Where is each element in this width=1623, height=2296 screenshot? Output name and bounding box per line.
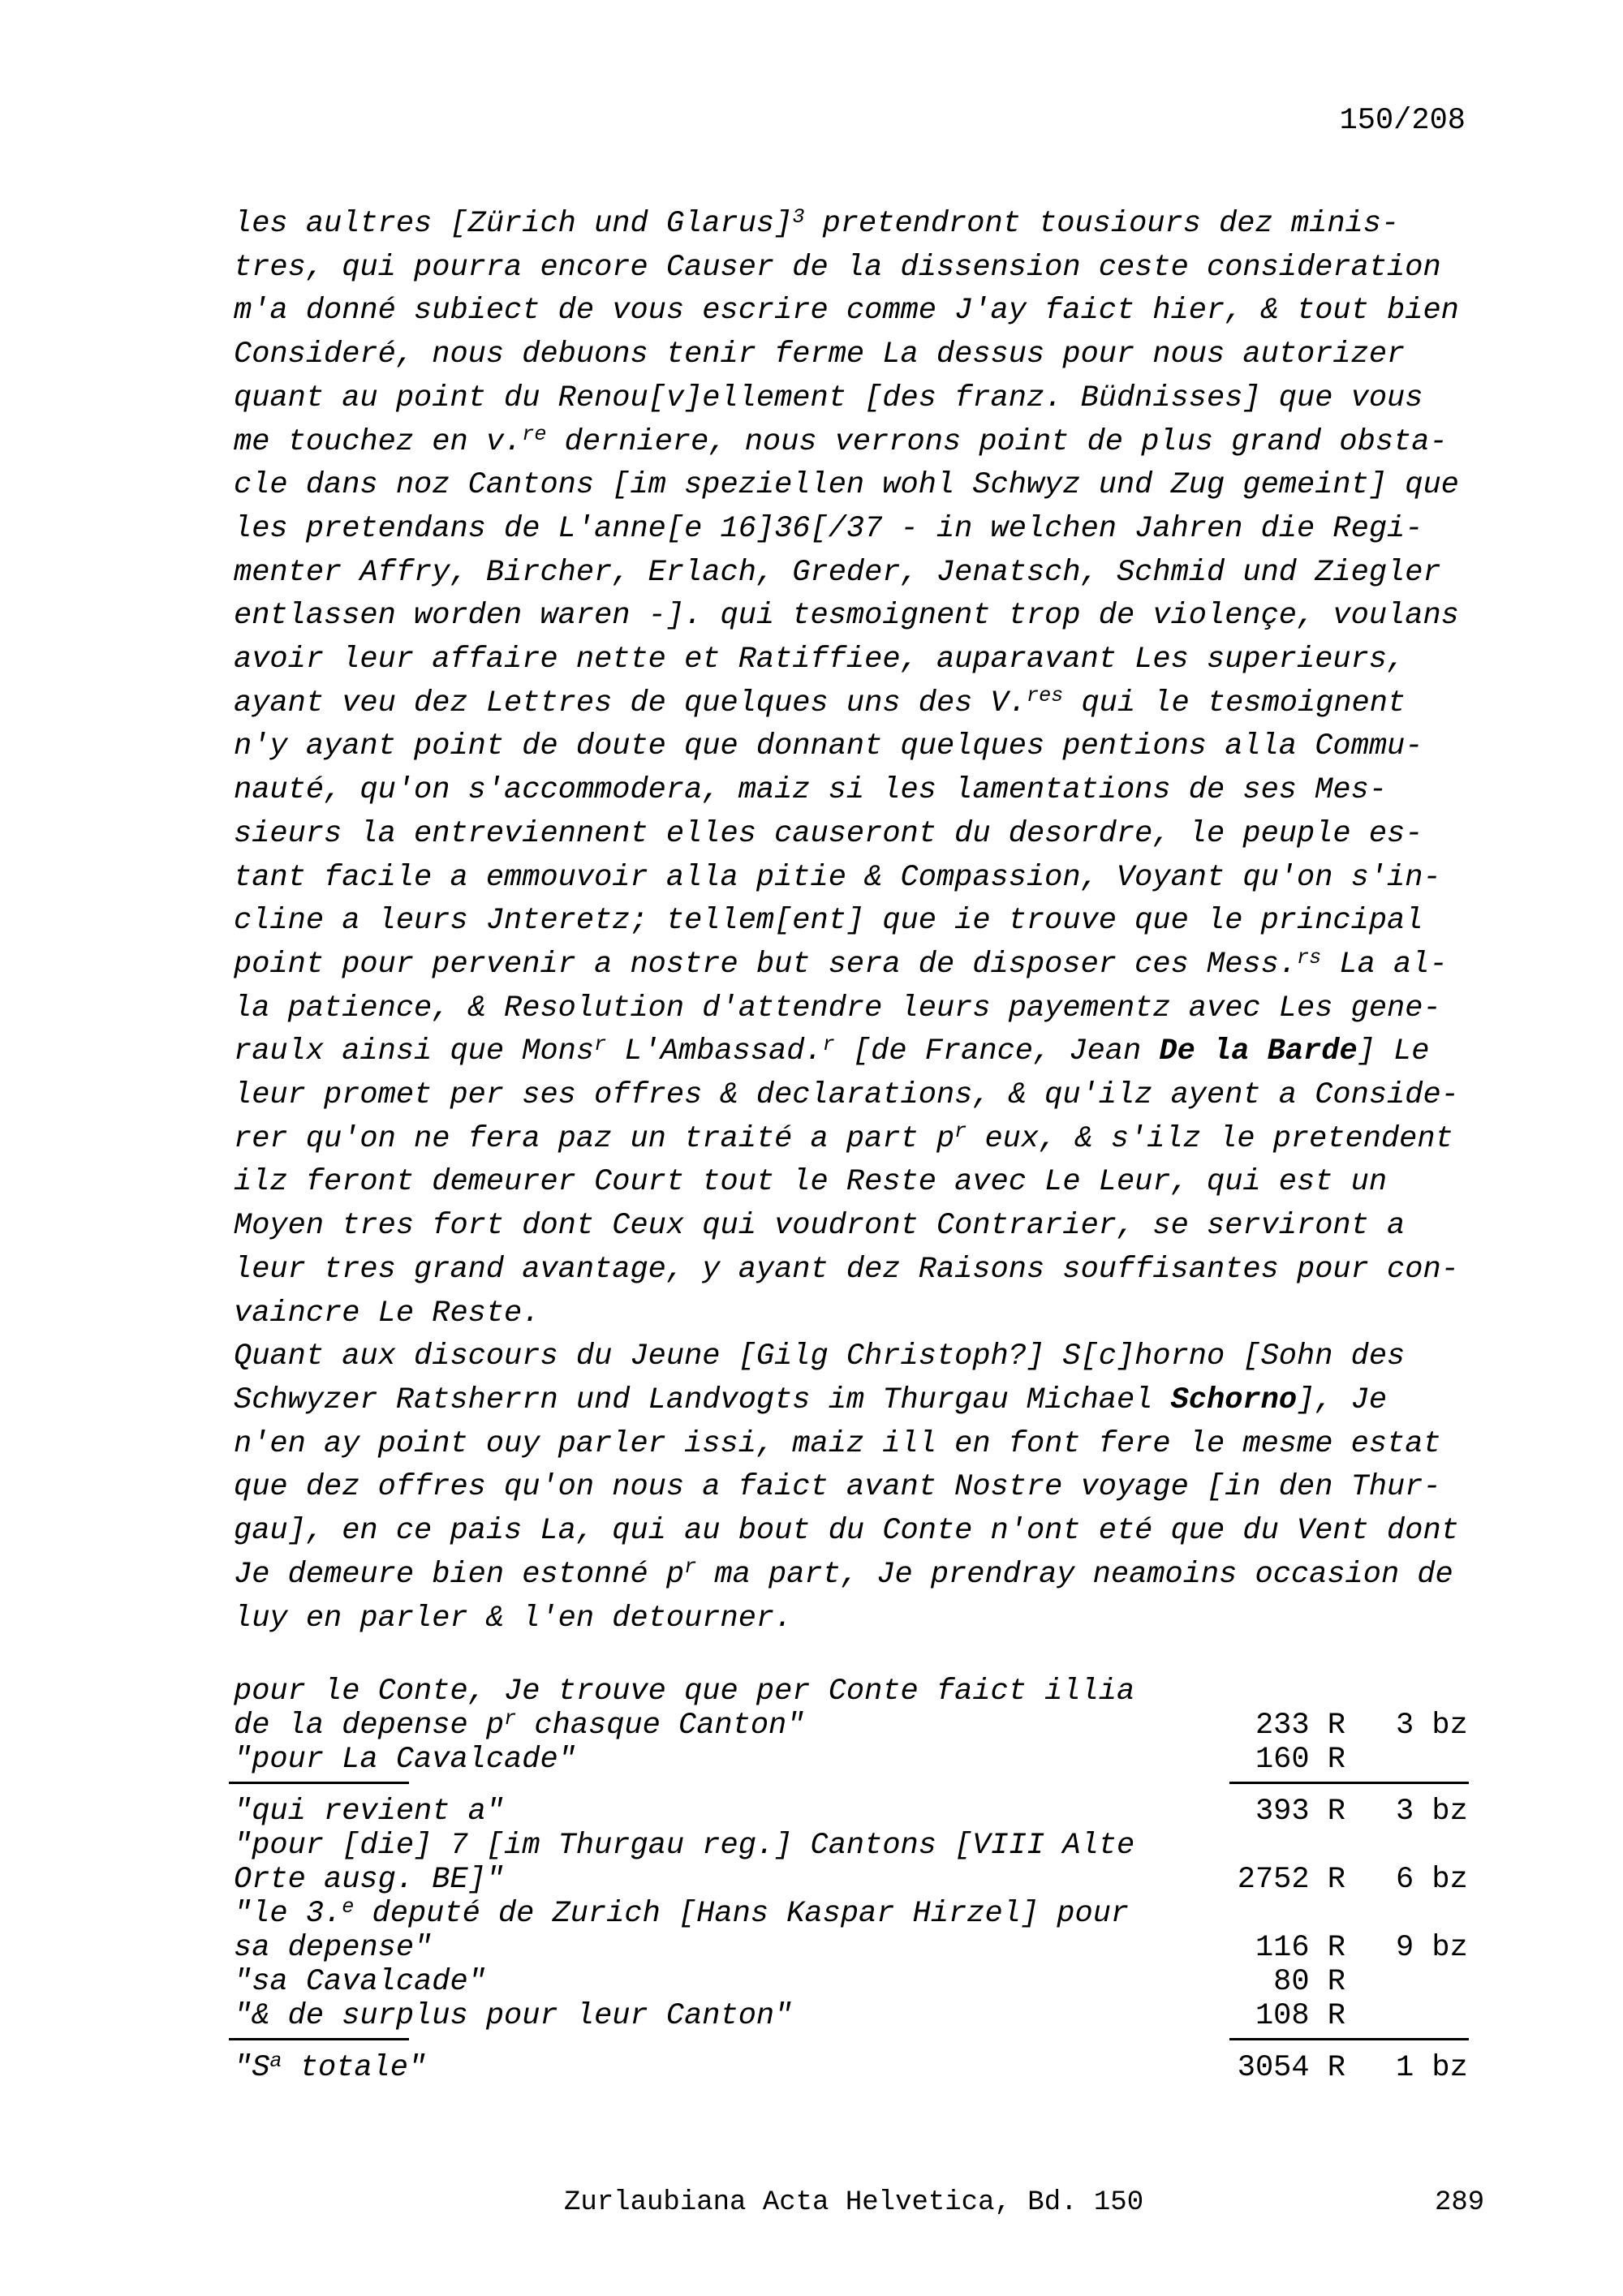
amount-bz: 3 bz [1396, 1709, 1468, 1743]
text-line: les aultres [Zürich und Glarus]$^3$ pretendront tousiours dez minis- [234, 204, 1400, 241]
sum-rule-row [234, 2033, 1483, 2051]
row-label: pour le Conte, Je trouve que per Conte faict illia [234, 1675, 1135, 1709]
text-line: Consideré, nous debuons tenir ferme La dessus pour nous autorizer [234, 338, 1406, 372]
text-line: raulx ainsi que Mons$^r$ L'Ambassad.$^r$ [de France, Jean De la Barde] Le [234, 1033, 1430, 1069]
row-label: "$S^a$ totale" [234, 2049, 427, 2085]
text-line: que dez offres qu'on nous a faict avant Nostre voyage [in den Thur- [234, 1470, 1441, 1505]
row-label: "qui revient a" [234, 1795, 505, 1829]
amount-bz: 6 bz [1396, 1863, 1468, 1897]
row-label: Orte ausg. BE]" [234, 1863, 505, 1897]
page-indicator: 150/208 [1339, 104, 1466, 138]
amount-bz: 1 bz [1396, 2051, 1468, 2085]
table-row [234, 1965, 1483, 1999]
row-label: "sa Cavalcade" [234, 1965, 486, 1999]
text-line: Schwyzer Ratsherrn und Landvogts im Thurgau Michael Schorno], Je [234, 1382, 1388, 1417]
amount-r: 116 R [1255, 1931, 1345, 1965]
table-row [234, 1795, 1483, 1829]
text-line: tres, qui pourra encore Causer de la dissension ceste consideration [234, 250, 1441, 285]
text-line: avoir leur affaire nette et Ratiffiee, auparavant Les superieurs, [234, 643, 1406, 677]
amount-bz: 9 bz [1396, 1931, 1468, 1965]
row-label: de la depense $p^r$ chasque Canton" [234, 1706, 805, 1743]
amount-r: 108 R [1255, 1999, 1345, 2033]
amount-r: 160 R [1255, 1743, 1345, 1777]
table-row [234, 1706, 1483, 1743]
expense-account-table [234, 1675, 1483, 2085]
sum-rule-left [229, 2038, 409, 2040]
table-row [234, 1743, 1483, 1777]
text-line: Moyen tres fort dont Ceux qui voudront Contrarier, se serviront a [234, 1209, 1406, 1244]
text-line: nauté, qu'on s'accommodera, maiz si les lamentations de ses Mes- [234, 773, 1388, 808]
table-row [234, 1829, 1483, 1863]
text-line: cle dans noz Cantons [im speziellen wohl Schwyz und Zug gemeint] que [234, 468, 1459, 503]
text-line: ayant veu dez Lettres de quelques uns des V.$^{res}$ qui le tesmoignent [234, 684, 1406, 720]
row-label: sa depense" [234, 1931, 433, 1965]
table-row [234, 1931, 1483, 1965]
text-line: n'en ay point ouy parler issi, maiz ill en font fere le mesme estat [234, 1426, 1441, 1461]
text-line: tant facile a emmouvoir alla pitie & Compassion, Voyant qu'on s'in- [234, 860, 1441, 895]
footer-page-number: 289 [1435, 2187, 1485, 2218]
row-label: "pour [die] 7 [im Thurgau reg.] Cantons [VIII Alte [234, 1829, 1135, 1863]
text-line: cline a leurs Jnteretz; tellem[ent] que ie trouve que le principal [234, 904, 1423, 939]
sum-rule-right [1229, 1782, 1469, 1784]
text-line: quant au point du Renou[v]ellement [des franz. Büdnisses] que vous [234, 381, 1423, 415]
text-line: n'y ayant point de doute que donnant quelques pentions alla Commu- [234, 729, 1423, 764]
text-line: vaincre Le Reste. [234, 1296, 540, 1331]
text-line: luy en parler & l'en detourner. [234, 1601, 793, 1636]
text-line: sieurs la entreviennent elles causeront du desordre, le peuple es- [234, 816, 1423, 851]
text-line: me touchez en v.$^{re}$ derniere, nous verrons point de plus grand obsta- [234, 423, 1448, 459]
text-line: leur tres grand avantage, y ayant dez Raisons souffisantes pour con- [234, 1252, 1459, 1287]
text-line: rer qu'on ne fera paz un traité a part $p^r$ eux, & s'ilz le pretendent [234, 1120, 1453, 1156]
amount-r: 233 R [1255, 1709, 1345, 1743]
text-line: m'a donné subiect de vous escrire comme J'ay faict hier, & tout bien [234, 294, 1459, 329]
amount-bz: 3 bz [1396, 1795, 1468, 1829]
table-row [234, 1999, 1483, 2033]
text-line: les pretendans de L'anne[e 16]36[/37 - in welchen Jahren die Regi- [234, 511, 1423, 546]
text-line: point pour pervenir a nostre but sera de disposer ces Mess.$^{rs}$ La al- [234, 945, 1448, 982]
text-line: Quant aux discours du Jeune [Gilg Christoph?] S[c]horno [Sohn des [234, 1339, 1406, 1374]
amount-r: 393 R [1255, 1795, 1345, 1829]
text-line: leur promet per ses offres & declarations, & qu'ilz ayent a Conside- [234, 1078, 1459, 1113]
sum-rule-left [229, 1782, 409, 1784]
sum-rule-row [234, 1777, 1483, 1795]
table-row [234, 2051, 1483, 2085]
table-row [234, 1894, 1483, 1931]
letter-text [234, 203, 1483, 1640]
table-row [234, 1675, 1483, 1709]
amount-r: 2752 R [1237, 1863, 1345, 1897]
row-label: "& de surplus pour leur Canton" [234, 1999, 793, 2033]
text-line: la patience, & Resolution d'attendre leurs payementz avec Les gene- [234, 991, 1441, 1025]
amount-r: 3054 R [1237, 2051, 1345, 2085]
text-line: Je demeure bien estonné $p^r$ ma part, Je prendray neamoins occasion de [234, 1555, 1453, 1592]
text-line: ilz feront demeurer Court tout le Reste avec Le Leur, qui est un [234, 1165, 1388, 1200]
sum-rule-right [1229, 2038, 1469, 2040]
row-label: "le 3.$^e$ deputé de Zurich [Hans Kaspar Hirzel] pour [234, 1894, 1130, 1931]
page-footer [0, 2184, 1623, 2221]
table-row [234, 1863, 1483, 1897]
text-line: gau], en ce pais La, qui au bout du Conte n'ont eté que du Vent dont [234, 1514, 1459, 1549]
row-label: "pour La Cavalcade" [234, 1743, 576, 1777]
text-line: menter Affry, Bircher, Erlach, Greder, Jenatsch, Schmid und Ziegler [234, 555, 1441, 590]
amount-r: 80 R [1273, 1965, 1345, 1999]
footer-source-title: Zurlaubiana Acta Helvetica, Bd. 150 [564, 2187, 1144, 2218]
text-line: entlassen worden waren -]. qui tesmoignent trop de violençe, voulans [234, 599, 1459, 634]
